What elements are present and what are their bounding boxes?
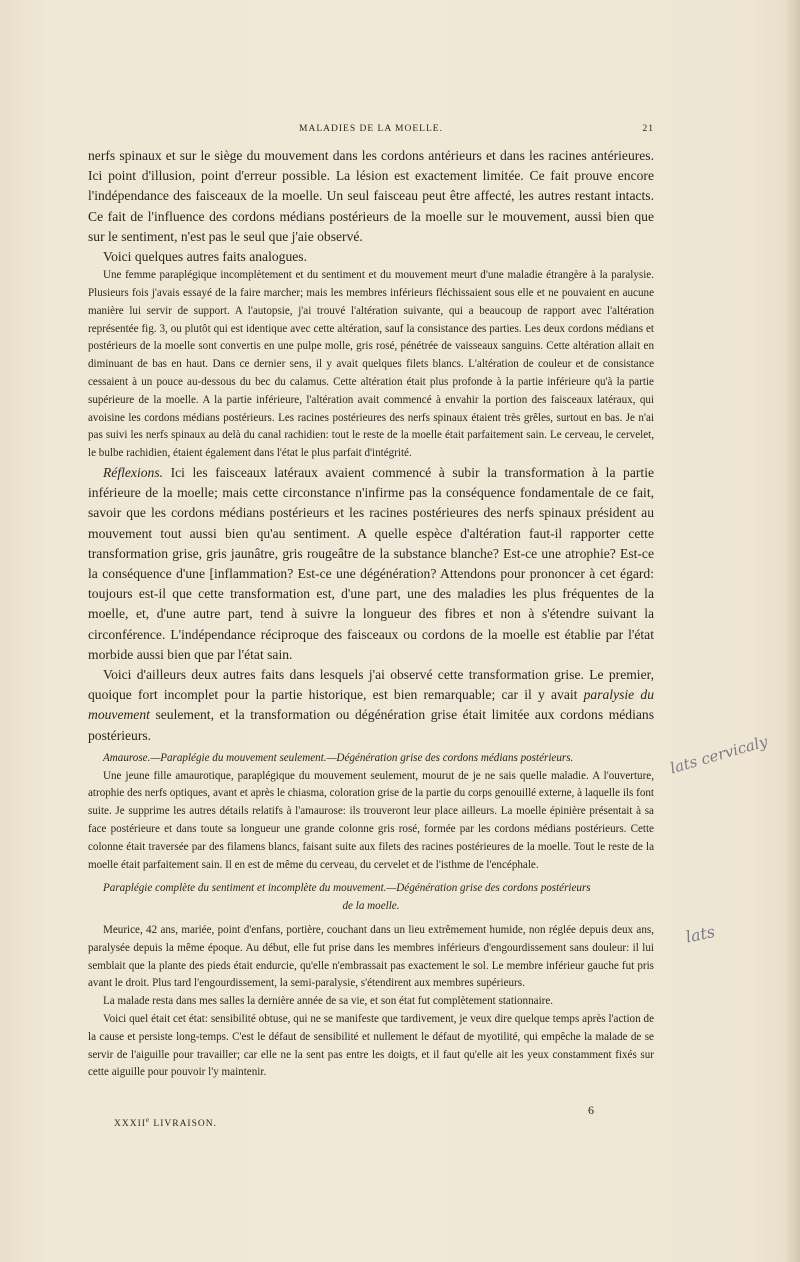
case-heading-paraplegie: Paraplégie complète du sentiment et incomplète du mouvement.—Dégénération grise des cordons postérieurs [103, 882, 591, 895]
paragraph-reflexions [88, 463, 654, 665]
printer-signature: XXXIIe LIVRAISON. [114, 1116, 217, 1130]
signature-mark: 6 [588, 1103, 594, 1117]
case-report-meurice: Meurice, 42 ans, mariée, point d'enfans, portière, couchant dans un lieu extrêmement humide, non réglée depuis deux ans, paralysée depuis la même époque. Au début, elle fut prise dans les membres inférieurs d'engourdissement sans douleur: il lui semblait que la plante des pieds était endurcie, qu'elle n'embrassait pas exactement le sol. Le membre inférieur gauche fut pris avant le droit. Plus tard l'engourdissement, la semi-paralysie, s'étendirent aux membres supérieurs. [88, 924, 654, 990]
paragraph-stationnaire: La malade resta dans mes salles la dernière année de sa vie, et son état fut complètement stationnaire. [103, 995, 554, 1008]
paragraph-two-facts [88, 665, 654, 746]
two-facts-text-b: seulement, et la transformation ou dégénération grise était limitée aux cordons médians postérieurs. [88, 707, 654, 743]
paragraph-intro: nerfs spinaux et sur le siège du mouvement dans les cordons antérieurs et dans les racines antérieures. Ici point d'illusion, point d'erreur possible. La lésion est exactement limitée. Ce fait prouve encore l'indépendance des faisceaux de la moelle. Un seul faisceau peut être affecté, les autres restant intacts. Ce fait de l'influence des cordons médians postérieurs de la moelle sur le mouvement, aussi bien que sur le sentiment, n'est pas le seul que j'aie observé. [88, 148, 654, 244]
reflexions-text: Ici les faisceaux latéraux avaient commencé à subir la transformation à la partie inférieure de la moelle; mais cette circonstance n'infirme pas la conséquence fondamentale de ce fait, savoir que les cordons médians postérieurs et les racines postérieures des nerfs spinaux président au mouvement tout aussi bien qu'au sentiment. A quelle espèce d'altération faut-il rapporter cette transformation grise, gris jaunâtre, gris rougeâtre de la substance blanche? Est-ce une atrophie? Est-ce la conséquence d'une [inflammation? Est-ce une dégénération? Attendons pour prononcer à cet égard: toujours est-il que cette transformation est, d'une part, une des maladies les plus fréquentes de la moelle, et, d'une autre part, tend à suivre la longueur des fibres et non à s'étendre suivant la circonférence. L'indépendance réciproque des faisceaux ou cordons de la moelle est établie par l'état morbide aussi bien que par l'état sain. [88, 464, 654, 662]
case-report-1: Une femme paraplégique incomplètement et du sentiment et du mouvement meurt d'une maladie étrangère à la paralysie. Plusieurs fois j'avais essayé de la faire marcher; mais les membres inférieurs fléchissaient sous elle et ne pouvaient en aucune manière lui servir de support. A l'autopsie, j'ai trouvé l'altération suivante, qui a beaucoup de rapport avec l'altération représentée fig. 3, ou plutôt qui est identique avec cette altération, sauf la consistance des parties. Les deux cordons médians et postérieurs de la moelle sont convertis en une pulpe molle, gris rosé, pénétrée de vaisseaux sanguins. Cette altération allait en diminuant de bas en haut. Dans ce dernier sens, il y avait quelques filets blancs. L'altération de couleur et de consistance cessaient à un pouce au-dessous du bec du calamus. Cette altération était plus profonde à la partie inférieure qu'à la partie supérieure de la moelle. A la partie inférieure, l'altération avait commencé à envahir la portion des faisceaux latéraux, qui avoisine les cordons médians postérieurs. Les racines postérieures des nerfs spinaux étaient très grêles, surtout en bas. Je n'ai pas suivi les nerfs spinaux au delà du canal rachidien: tout le reste de la moelle était parfaitement sain. Le cerveau, le cervelet, le bulbe rachidien, étaient également dans l'état le plus parfait d'intégrité. [88, 269, 654, 460]
page-gutter-shadow [786, 0, 800, 1262]
page-number: 21 [642, 124, 654, 134]
running-header [88, 124, 654, 138]
handwritten-margin-note-2: lats [684, 921, 717, 947]
case-report-amaurose: Une jeune fille amaurotique, paraplégique du mouvement seulement, mourut de je ne sais quelle maladie. A l'ouverture, atrophie des nerfs optiques, avant et après le chiasma, coloration grise de la partie du corps genouillé externe, à laquelle ils font suite. Je supprime les autres détails relatifs à l'amaurose: ils trouveront leur place ailleurs. La moelle épinière présentait à sa face postérieure et dans toute sa longueur une grande colonne gris rosé, formée par les cordons médians postérieurs. Cette colonne était traversée par des filamens blancs, faisant suite aux filets des racines postérieures de la moelle. Tout le reste de la moelle était parfaitement sain. Il en est de même du cerveau, du cervelet et de l'isthme de l'encéphale. [88, 769, 654, 871]
case-heading-amaurose: Amaurose.—Paraplégie du mouvement seulement.—Dégénération grise des cordons médians postérieurs. [103, 751, 574, 764]
reflexions-label: Réflexions. [103, 464, 164, 480]
two-facts-italic: paralysie du mouvement [88, 687, 654, 723]
handwritten-margin-note: lats cervicaly [668, 732, 770, 778]
page-body [88, 146, 654, 1082]
paragraph-analogues: Voici quelques autres faits analogues. [103, 249, 307, 265]
case-heading-paraplegie-cont: de la moelle. [342, 900, 400, 913]
two-facts-text-a: Voici d'ailleurs deux autres faits dans lesquels j'ai observé cette transformation grise. Le premier, quoique fort incomplet pour la partie historique, est bien remarquable; car il y avait [88, 667, 654, 703]
paragraph-etat: Voici quel était cet état: sensibilité obtuse, qui ne se manifeste que tardivement, je veux dire quelque temps après l'action de la cause et persiste long-temps. C'est le défaut de sensibilité et nullement le défaut de myotilité, qui empêche la malade de se servir de l'aiguille pour travailler; car elle ne la sent pas entre les doigts, et il faut qu'elle ait les yeux constamment fixés sur cette aiguille pour pouvoir l'y maintenir. [88, 1012, 654, 1079]
running-title: MALADIES DE LA MOELLE. [299, 124, 443, 134]
